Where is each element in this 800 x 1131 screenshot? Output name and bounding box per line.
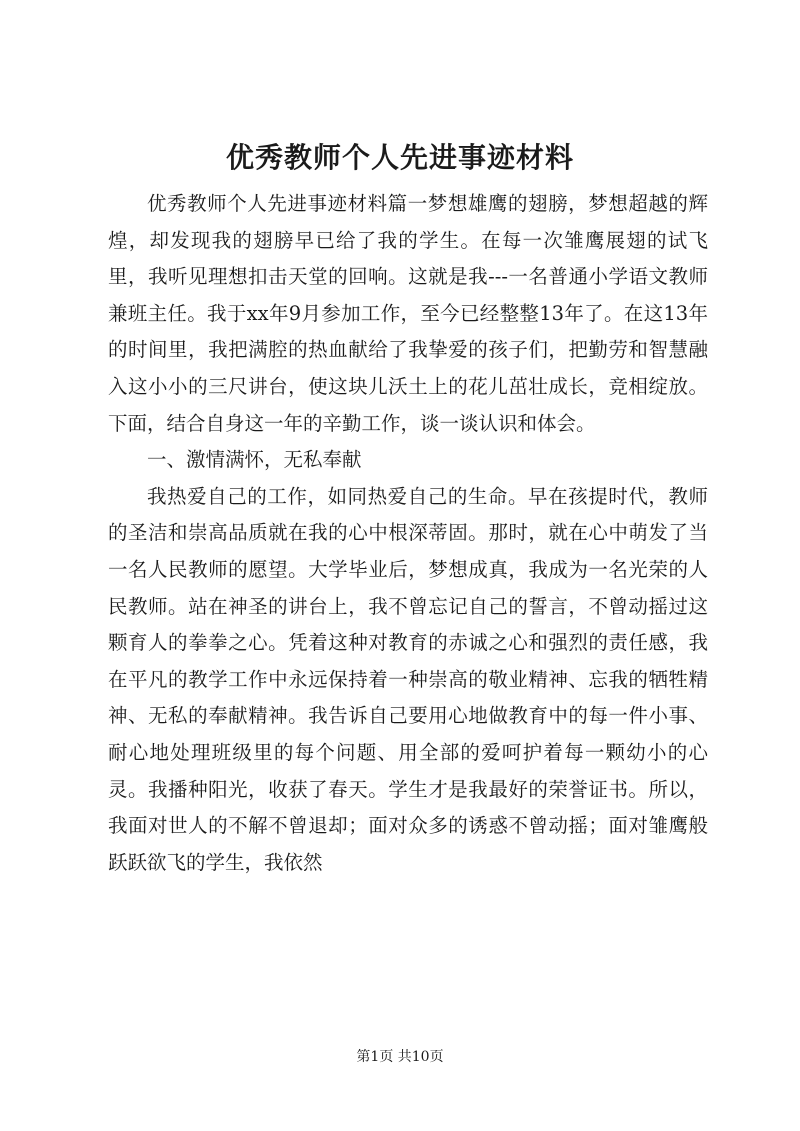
document-title: 优秀教师个人先进事迹材料	[225, 141, 574, 174]
paragraph-intro: 优秀教师个人先进事迹材料篇一梦想雄鹰的翅膀，梦想超越的辉煌，却发现我的翅膀早已给了我的学生。在每一次雏鹰展翅的试飞里，我听见理想扣击天堂的回响。这就是我---一名普通小学语文教师兼班主任。我于xx年9月参加工作，至今已经整整13年了。在这13年的时间里，我把满腔的热血献给了我挚爱的孩子们，把勤劳和智慧融入这小小的三尺讲台，使这块儿沃土上的花儿茁壮成长，竞相绽放。下面，结合自身这一年的辛勤工作，谈一谈认识和体会。	[108, 192, 708, 435]
section-heading: 一、激情满怀，无私奉献	[147, 448, 362, 472]
document-body	[108, 186, 708, 881]
page-footer: 第1页 共10页	[356, 1049, 444, 1065]
paragraph-section-1: 我热爱自己的工作，如同热爱自己的生命。早在孩提时代，教师的圣洁和崇高品质就在我的心中根深蒂固。那时，就在心中萌发了当一名人民教师的愿望。大学毕业后，梦想成真，我成为一名光荣的人民教师。站在神圣的讲台上，我不曾忘记自己的誓言，不曾动摇过这颗育人的拳拳之心。凭着这种对教育的赤诚之心和强烈的责任感，我在平凡的教学工作中永远保持着一种崇高的敬业精神、忘我的牺牲精神、无私的奉献精神。我告诉自己要用心地做教育中的每一件小事、耐心地处理班级里的每个问题、用全部的爱呵护着每一颗幼小的心灵。我播种阳光，收获了春天。学生才是我最好的荣誉证书。所以，我面对世人的不解不曾退却；面对众多的诱惑不曾动摇；面对雏鹰般跃跃欲飞的学生，我依然	[108, 484, 708, 874]
